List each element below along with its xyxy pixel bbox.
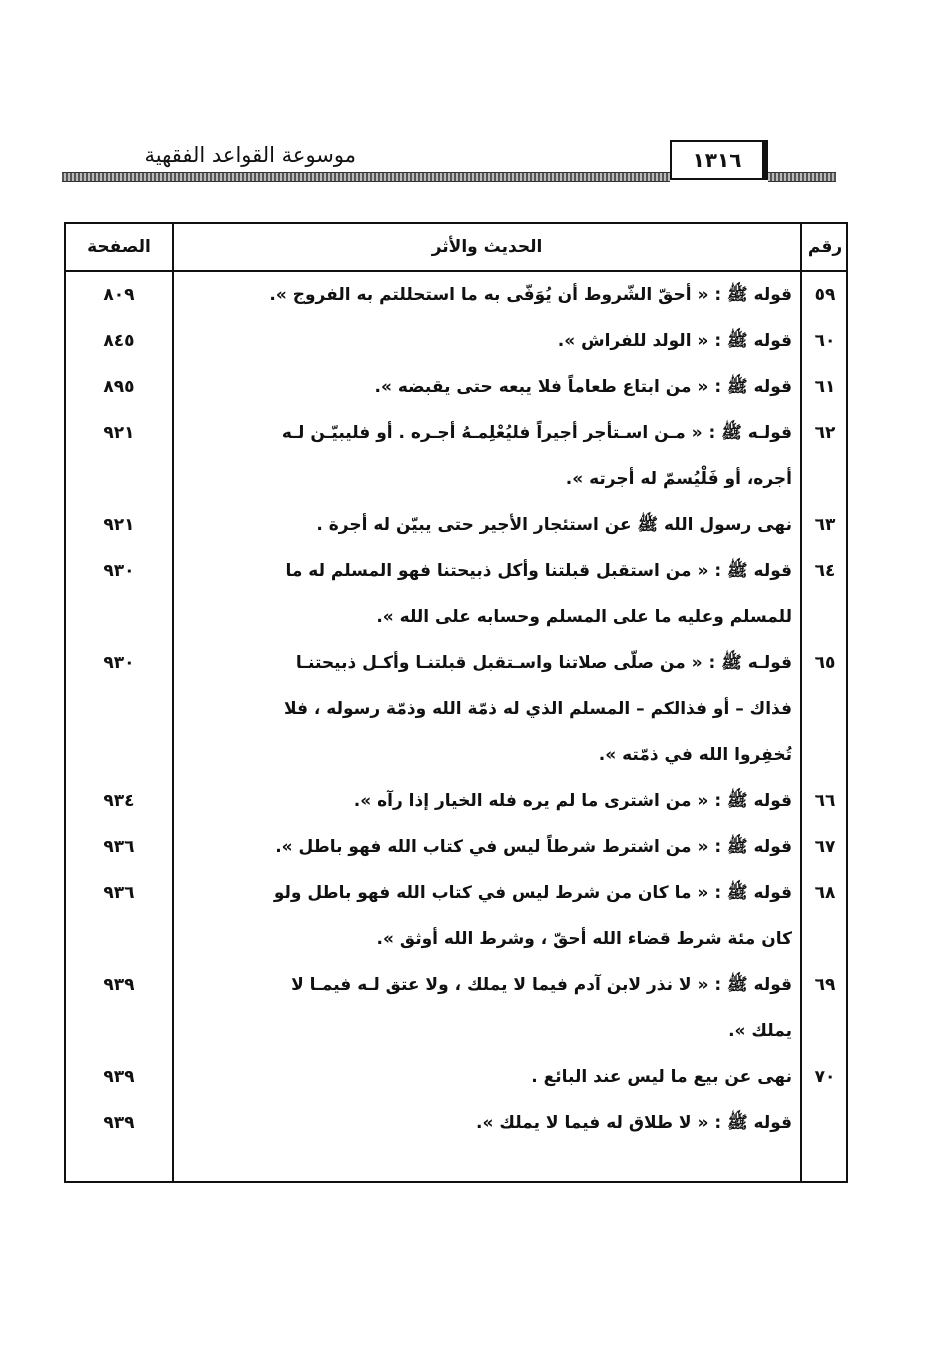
hadith-text-line: كان مئة شرط قضاء الله أحقّ ، وشرط الله أوثق ».	[376, 929, 792, 949]
hadith-text	[180, 640, 792, 778]
hadith-text	[180, 1100, 792, 1146]
hadith-text	[180, 502, 792, 548]
hadith-text-line: تُخفِروا الله في ذمّته ».	[598, 745, 792, 765]
hadith-text-line: نهى عن بيع ما ليس عند البائع .	[531, 1067, 792, 1087]
page-reference: ٩٣٦	[103, 883, 135, 903]
hadith-text	[180, 548, 792, 640]
page-reference: ٩٣٦	[103, 837, 135, 857]
hadith-text-line: قولـه ﷺ : « مـن اسـتأجر أجيراً فليُعْلِمـهُ أجـره . أو فليبيّـن لـه	[281, 423, 792, 443]
table-row	[66, 640, 846, 778]
row-number: ٦٤	[814, 561, 836, 581]
hadith-text-line: قولـه ﷺ : « من صلّى صلاتنا واسـتقبل قبلتنـا وأكـل ذبيحتنـا	[295, 653, 792, 673]
table-row	[66, 410, 846, 502]
page-reference: ٩٣٩	[103, 1113, 135, 1133]
row-number: ٥٩	[814, 285, 836, 305]
row-number	[802, 1100, 848, 1146]
hadith-text-line: قوله ﷺ : « أحقّ الشّروط أن يُوَفّى به ما استحللتم به الفروج ».	[269, 285, 792, 305]
hadith-index-table	[64, 222, 848, 1183]
row-number: ٧٠	[814, 1067, 836, 1087]
hadith-text-line: قوله ﷺ : « من ابتاع طعاماً فلا يبعه حتى يقبضه ».	[374, 377, 792, 397]
row-number: ٦٢	[814, 423, 836, 443]
page-reference: ٩٢١	[103, 423, 135, 443]
row-number: ٦٧	[814, 837, 836, 857]
page-header	[62, 134, 836, 186]
hadith-text-line: قوله ﷺ : « من استقبل قبلتنا وأكل ذبيحتنا فهو المسلم له ما	[285, 561, 792, 581]
table-row	[66, 778, 846, 824]
hadith-text-line: قوله ﷺ : « لا طلاق له فيما لا يملك ».	[476, 1113, 792, 1133]
hadith-text	[180, 364, 792, 410]
page-reference: ٩٣٠	[103, 653, 135, 673]
page-reference: ٩٣٤	[103, 791, 135, 811]
hadith-text-line: قوله ﷺ : « لا نذر لابن آدم فيما لا يملك ، ولا عتق لـه فيمـا لا	[291, 975, 792, 995]
hadith-text-line: يملك ».	[728, 1021, 792, 1041]
table-row	[66, 364, 846, 410]
table-row	[66, 962, 846, 1054]
row-number: ٦٦	[814, 791, 836, 811]
table-row	[66, 502, 846, 548]
page-reference: ٨٩٥	[103, 377, 135, 397]
page-reference: ٩٣٠	[103, 561, 135, 581]
table-row	[66, 1100, 846, 1146]
hadith-text-line: نهى رسول الله ﷺ عن استئجار الأجير حتى يبيّن له أجرة .	[316, 515, 792, 535]
page-reference: ٩٢١	[103, 515, 135, 535]
hadith-text	[180, 410, 792, 502]
hadith-text-line: قوله ﷺ : « الولد للفراش ».	[557, 331, 792, 351]
hadith-text-line: قوله ﷺ : « من اشترى ما لم يره فله الخيار إذا رآه ».	[353, 791, 792, 811]
hadith-text	[180, 318, 792, 364]
page-reference: ٨٤٥	[103, 331, 135, 351]
hadith-text-line: قوله ﷺ : « ما كان من شرط ليس في كتاب الله فهو باطل ولو	[273, 883, 792, 903]
row-number: ٦٨	[814, 883, 836, 903]
table-row	[66, 870, 846, 962]
hadith-text-line: قوله ﷺ : « من اشترط شرطاً ليس في كتاب الله فهو باطل ».	[275, 837, 792, 857]
hadith-text	[180, 272, 792, 318]
hadith-text	[180, 870, 792, 962]
table-row	[66, 272, 846, 318]
column-header-number: رقم	[807, 237, 843, 257]
row-number: ٦٣	[814, 515, 836, 535]
page-reference: ٩٣٩	[103, 1067, 135, 1087]
hadith-text-line: للمسلم وعليه ما على المسلم وحسابه على الله ».	[376, 607, 792, 627]
hadith-text-line: فذاك – أو فذالكم – المسلم الذي له ذمّة الله وذمّة رسوله ، فلا	[283, 699, 792, 719]
table-row	[66, 548, 846, 640]
hadith-text-line: أجره، أو فَلْيُسمّ له أجرته ».	[565, 469, 792, 489]
hadith-text	[180, 824, 792, 870]
hadith-text	[180, 1054, 792, 1100]
row-number: ٦٠	[814, 331, 836, 351]
column-header-page: الصفحة	[87, 237, 151, 257]
page-reference: ٨٠٩	[103, 285, 135, 305]
page-number: ١٣١٦	[670, 140, 768, 180]
table-row	[66, 824, 846, 870]
running-title: موسوعة القواعد الفقهية	[144, 143, 356, 167]
row-number: ٦٩	[814, 975, 836, 995]
hadith-text	[180, 962, 792, 1054]
table-row	[66, 1054, 846, 1100]
row-number: ٦١	[814, 377, 836, 397]
row-number: ٦٥	[814, 653, 836, 673]
column-header-text: الحديث والأثر	[431, 237, 543, 257]
table-row	[66, 318, 846, 364]
page-reference: ٩٣٩	[103, 975, 135, 995]
hadith-text	[180, 778, 792, 824]
